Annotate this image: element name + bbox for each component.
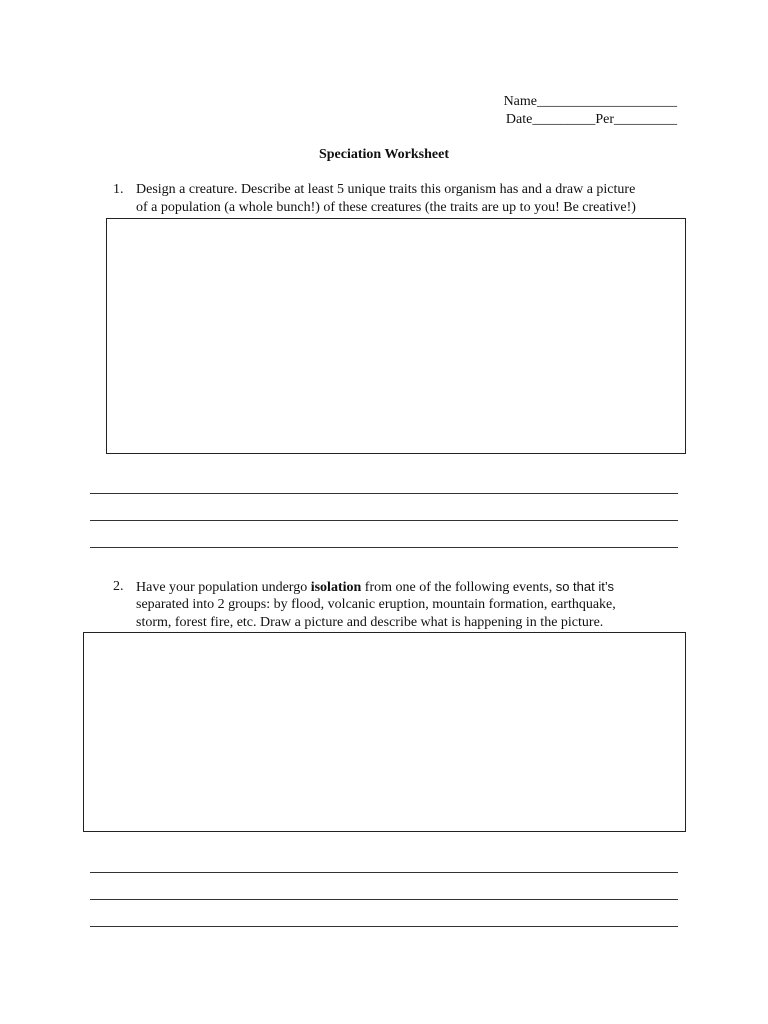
date-per-field[interactable]: Date_________Per_________ xyxy=(505,112,677,127)
question-1-answer-line-3[interactable] xyxy=(90,547,678,548)
question-1-text-line-1: Design a creature. Describe at least 5 unique traits this organism has and a draw a picture xyxy=(136,182,636,197)
question-1-answer-line-2[interactable] xyxy=(90,520,678,521)
question-2-text-part-3: so that it’s xyxy=(555,579,614,594)
question-2-answer-line-3[interactable] xyxy=(90,926,678,927)
question-2-answer-line-2[interactable] xyxy=(90,899,678,900)
question-2-text-line-1 xyxy=(136,578,614,597)
question-1-number: 1. xyxy=(113,182,124,197)
question-2-text-line-2: separated into 2 groups: by flood, volcanic eruption, mountain formation, earthquake, xyxy=(136,597,616,612)
question-2-text-line-3: storm, forest fire, etc. Draw a picture and describe what is happening in the picture. xyxy=(136,615,604,630)
question-2-text-part-2: from one of the following events, xyxy=(361,580,556,595)
question-1-drawing-box[interactable] xyxy=(106,218,686,454)
isolation-keyword: isolation xyxy=(310,580,362,595)
question-2-text-part-1: Have your population undergo xyxy=(136,580,311,595)
question-1-answer-line-1[interactable] xyxy=(90,493,678,494)
question-2-answer-line-1[interactable] xyxy=(90,872,678,873)
question-1-text-line-2: of a population (a whole bunch!) of these creatures (the traits are up to you! Be creative!) xyxy=(136,200,636,215)
name-field[interactable]: Name____________________ xyxy=(503,94,677,109)
worksheet-title: Speciation Worksheet xyxy=(318,147,450,162)
question-2-number: 2. xyxy=(113,579,124,594)
question-2-drawing-box[interactable] xyxy=(83,632,686,832)
